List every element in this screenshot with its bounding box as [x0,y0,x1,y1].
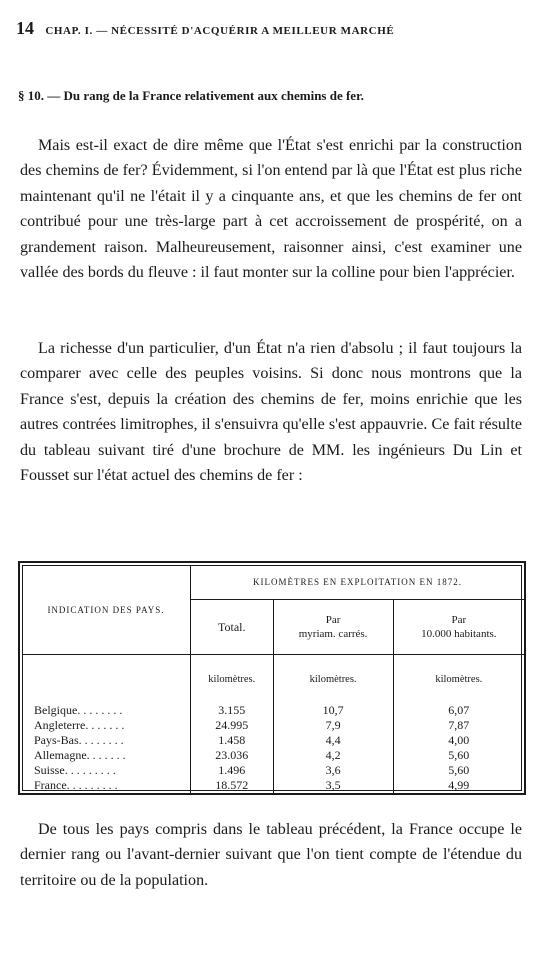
km-per-area: 7,9 [273,718,393,733]
country-name: Angleterre [34,718,86,732]
km-per-population: 4,99 [448,778,470,792]
table-row: Belgique........ 3.155 10,7 6,07 [22,703,524,718]
km-per-area: 4,4 [273,733,393,748]
page-number: 14 [16,18,34,38]
total-km: 1.458 [218,733,246,747]
table-row: Suisse......... 1.496 3,6 5,60 [22,763,524,778]
table-row: France......... 18.572 3,5 4,99 [22,778,524,793]
km-per-area: 4,2 [273,748,393,763]
area-header-line2: myriam. carrés. [298,628,368,640]
paragraph-2: La richesse d'un particulier, d'un État n'a rien d'absolu ; il faut toujours la comparer avec celle des peuples voisins. Si donc nous montrons que la France s'est, depuis la création des chemins de fer, moins enrichie que les autres contrées limitrophes, il s'ensuivra qu'elle s'est appauvrie. Ce fait résulte du tableau suivant tiré d'une brochure de MM. les ingénieurs Du Lin et Fousset sur l'état actuel des chemins de fer : [20,340,522,485]
unit-row [22,655,524,704]
area-column-header [273,600,393,655]
paragraph-1: Mais est-il exact de dire même que l'État s'est enrichi par la construction des chemins de fer? Évidemment, si l'on entend par là que l'État est plus riche maintenant qu'il ne l'était il y a cinquante ans, et que les chemins de fer ont contribué pour une très-large part à cet accroissement de prospérité, on a grandement raison. Malheureusement, raisonner ainsi, c'est examiner une vallée des bords du fleuve : il faut monter sur la colline pour bien l'apprécier. [20,137,522,282]
population-column-header [393,600,524,655]
total-km: 1.496 [218,763,246,777]
km-per-population: 5,60 [448,763,470,777]
km-per-area: 3,6 [273,763,393,778]
unit-population: kilomètres. [435,673,483,685]
unit-total: kilomètres. [208,673,256,685]
total-km: 23.036 [215,748,249,762]
km-per-area: 10,7 [273,703,393,718]
running-head [16,18,521,39]
group-column-header: KILOMÈTRES EN EXPLOITATION EN 1872. [191,565,525,600]
country-name: Allemagne [34,748,87,762]
population-header-line1: Par [451,614,467,626]
km-per-population: 4,00 [448,733,470,747]
country-name: France [34,778,67,792]
total-km: 24.995 [215,718,249,732]
km-per-population: 5,60 [448,748,470,762]
km-per-population: 7,87 [448,718,470,732]
table-row: Allemagne....... 23.036 4,2 5,60 [22,748,524,763]
running-head-title: CHAP. I. — NÉCESSITÉ D'ACQUÉRIR A MEILLEUR MARCHÉ [45,25,395,37]
area-header-line1: Par [325,614,341,626]
km-per-area: 3,5 [273,778,393,793]
paragraph-3: De tous les pays compris dans le tableau précédent, la France occupe le dernier rang ou l'avant-dernier suivant que l'on tient compte de l'étendue du territoire ou de la population. [20,821,522,889]
section-title: § 10. — Du rang de la France relativement aux chemins de fer. [18,88,364,103]
country-column-header: INDICATION DES PAYS. [22,565,191,655]
table-row: Pays-Bas........ 1.458 4,4 4,00 [22,733,524,748]
country-name: Belgique [34,703,78,717]
population-header-line2: 10.000 habitants. [421,628,497,640]
country-name: Suisse [34,763,65,777]
unit-area: kilomètres. [273,655,393,704]
railway-statistics-table [18,561,526,795]
total-km: 18.572 [215,778,249,792]
km-per-population: 6,07 [448,703,470,717]
country-name: Pays-Bas [34,733,79,747]
total-column-header: Total. [191,600,274,655]
total-km: 3.155 [218,703,246,717]
table-row: Angleterre....... 24.995 7,9 7,87 [22,718,524,733]
railway-table-grid [22,565,524,793]
